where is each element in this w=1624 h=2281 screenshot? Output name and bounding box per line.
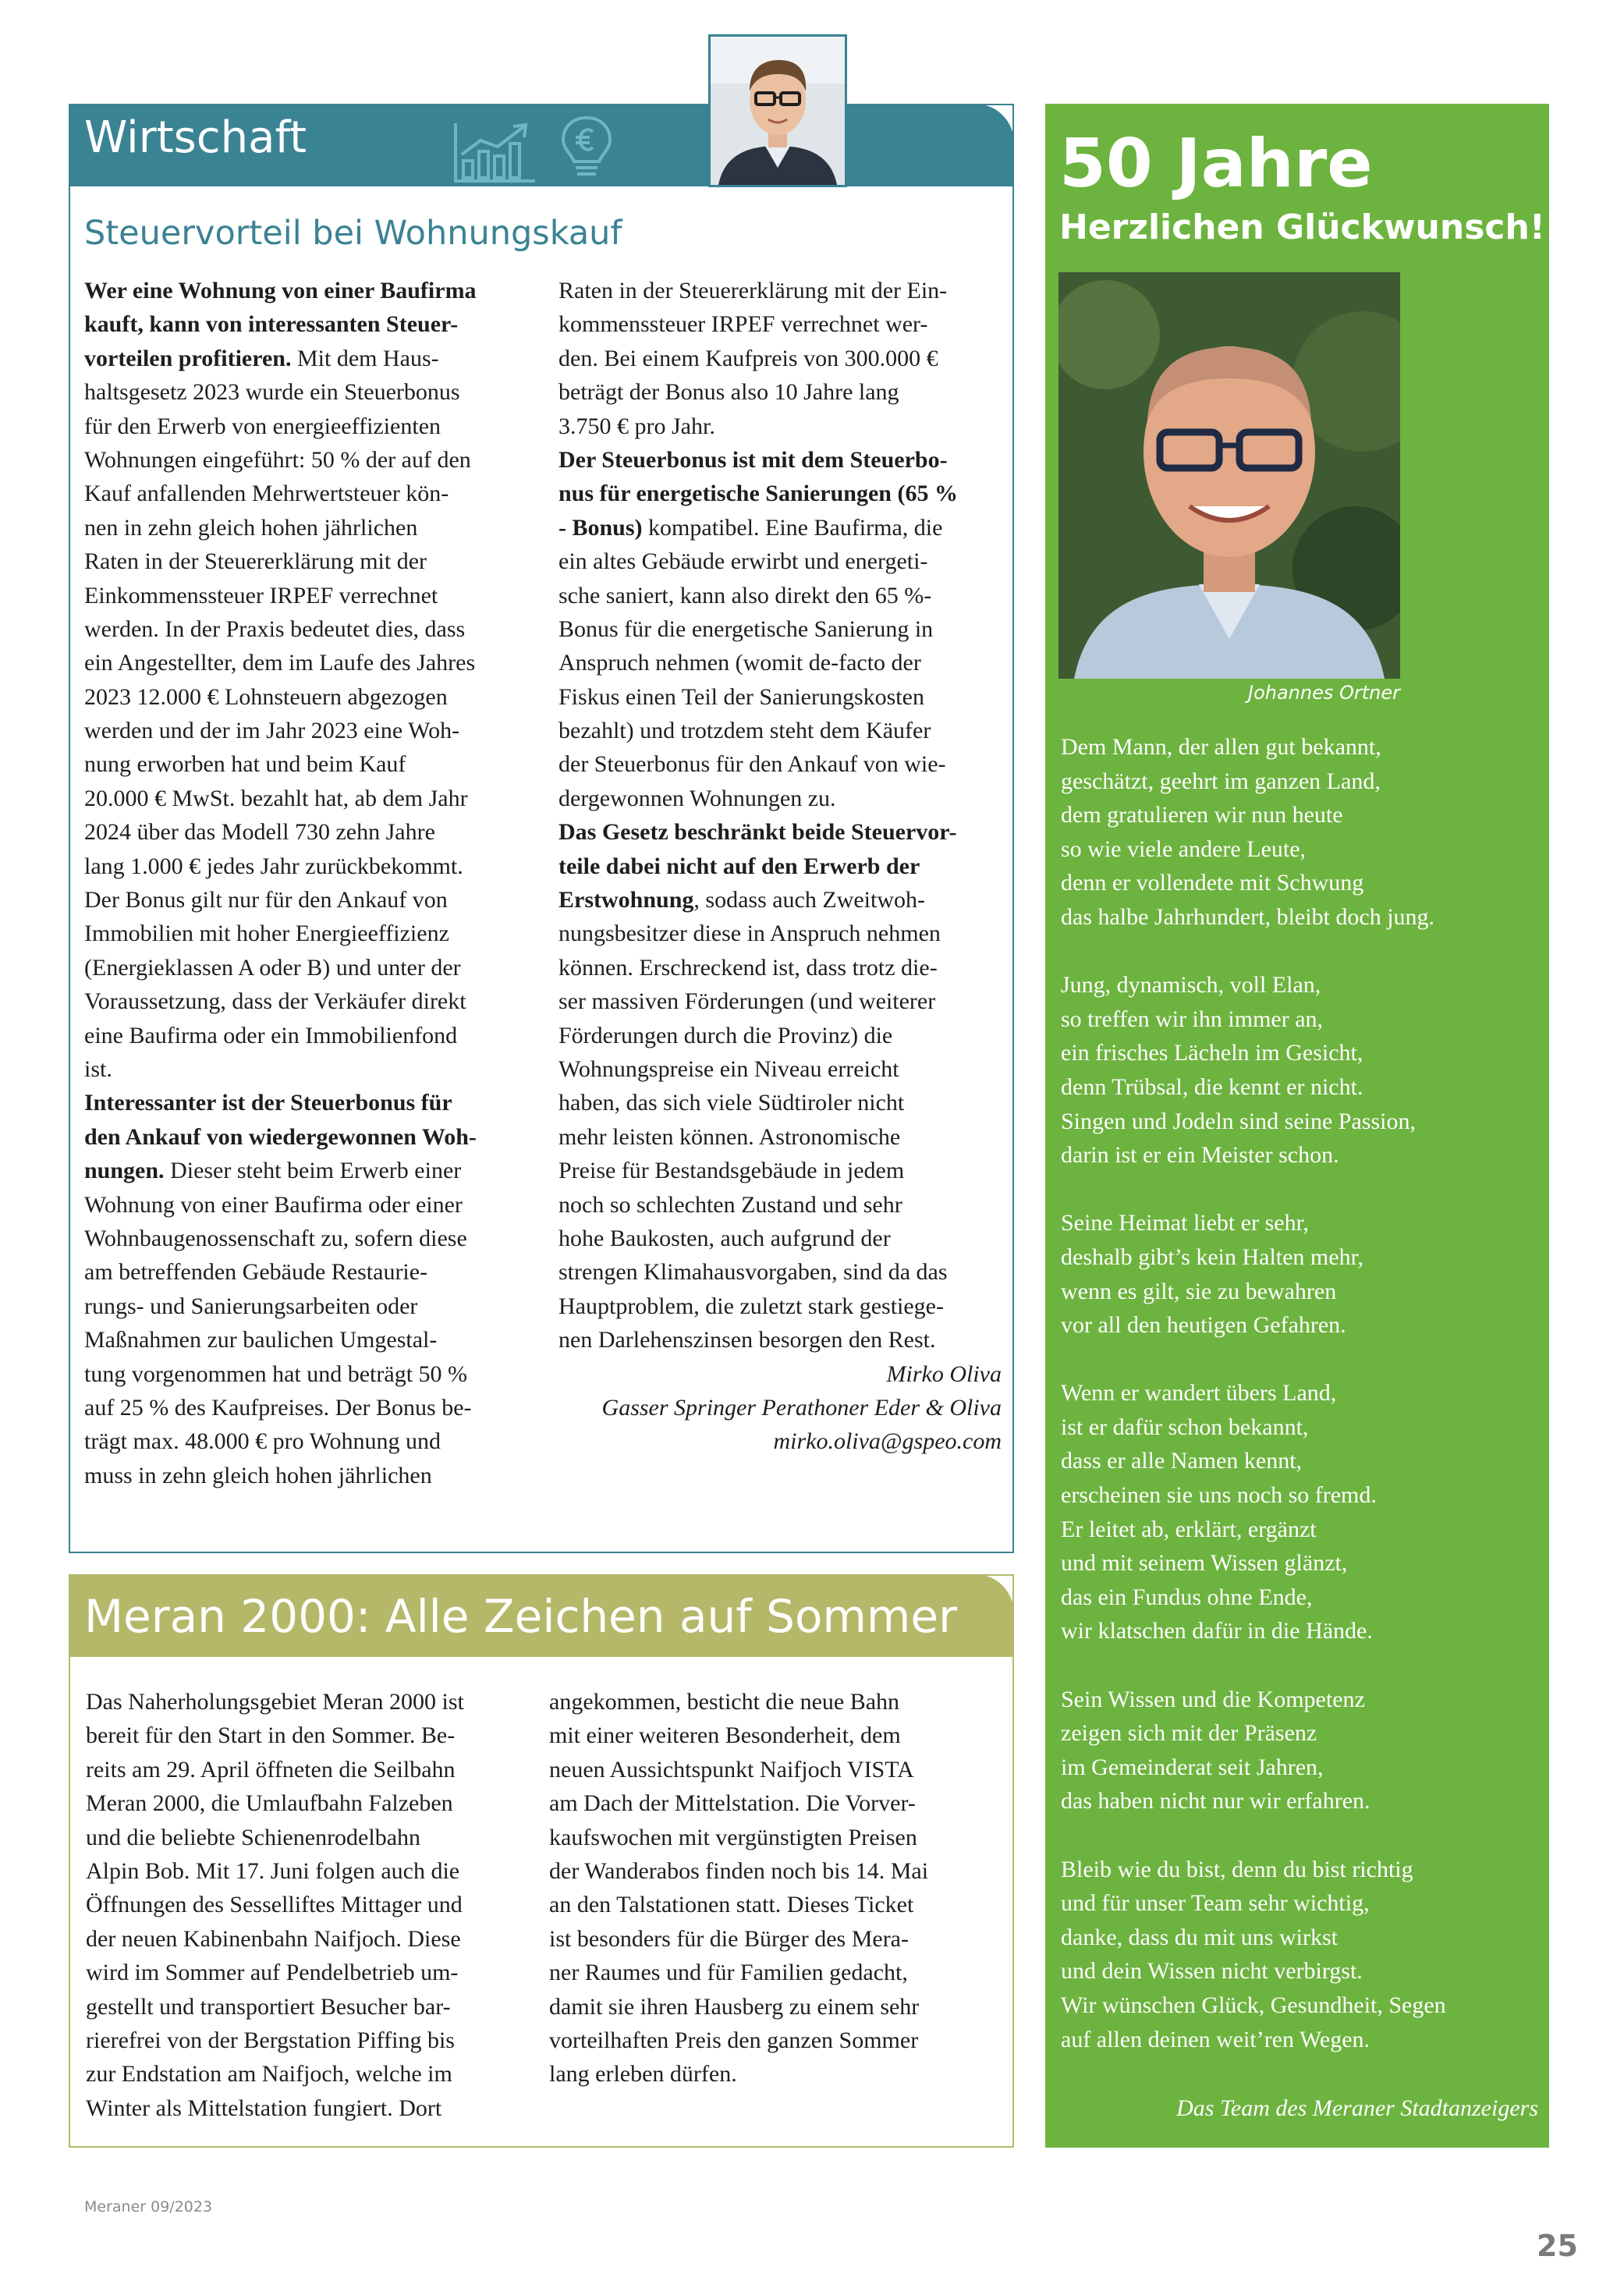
- text-run: ein altes Gebäude erwirbt und energeti-: [558, 548, 928, 575]
- text-run: am betreffenden Gebäude Restaurie-: [84, 1259, 428, 1286]
- text-line: damit sie ihren Hausberg zu einem sehr: [549, 1993, 920, 2020]
- text-run: ein Angestellter, dem im Laufe des Jahres: [84, 650, 476, 676]
- bold-text-run: Wer eine Wohnung von einer Baufirma: [84, 278, 477, 303]
- author-name: Mirko Oliva: [886, 1360, 1002, 1387]
- poem-line: Singen und Jodeln sind seine Passion,: [1061, 1108, 1416, 1134]
- text-run: Wohnbaugenossenschaft zu, sofern diese: [84, 1225, 467, 1251]
- text-line: [84, 782, 477, 815]
- text-run: hohe Baukosten, auch aufgrund der: [558, 1225, 891, 1251]
- text-line: lang erleben dürfen.: [549, 2061, 737, 2088]
- author-firm: Gasser Springer Perathoner Eder & Oliva: [601, 1394, 1002, 1421]
- text-run: trägt max. 48.000 € pro Wohnung und: [84, 1428, 441, 1455]
- poem-line: Er leitet ab, erklärt, ergänzt: [1061, 1516, 1317, 1542]
- text-line: kaufswochen mit vergünstigten Preisen: [549, 1824, 917, 1850]
- text-line: [558, 1222, 1002, 1255]
- photo-caption: Johannes Ortner: [1247, 682, 1400, 704]
- bold-text-run: - Bonus): [558, 514, 643, 541]
- anniversary-title: 50 Jahre: [1059, 125, 1373, 203]
- text-line: neuen Aussichtspunkt Naifjoch VISTA: [549, 1756, 914, 1783]
- bold-text-run: Interessanter ist der Steuerbonus für: [84, 1090, 452, 1116]
- text-run: nungsbesitzer diese in Anspruch nehmen: [558, 921, 941, 947]
- poem-line: und für unser Team sehr wichtig,: [1061, 1890, 1370, 1917]
- text-line: [84, 1052, 477, 1086]
- text-line: [558, 1188, 1002, 1222]
- text-line: [84, 1323, 477, 1357]
- issue-label: Meraner 09/2023: [84, 2198, 213, 2215]
- poem-line: dass er alle Namen kennt,: [1061, 1448, 1303, 1474]
- poem-line: danke, dass du mit uns wirkst: [1061, 1924, 1338, 1950]
- poem-line: wenn es gilt, sie zu bewahren: [1061, 1278, 1337, 1304]
- text-run: kommenssteuer IRPEF verrechnet wer-: [558, 311, 928, 338]
- text-run: Bonus für die energetische Sanierung in: [558, 615, 934, 642]
- text-run: Förderungen durch die Provinz) die: [558, 1022, 893, 1048]
- text-run: lang 1.000 € jedes Jahr zurückbekommt.: [84, 853, 463, 879]
- bold-text-run: den Ankauf von wiedergewonnen Woh-: [84, 1123, 477, 1150]
- text-line: rierefrei von der Bergstation Piffing bis: [86, 2027, 455, 2053]
- text-line: [84, 410, 477, 443]
- article-headline: Steuervorteil bei Wohnungskauf: [84, 214, 622, 253]
- text-run: 2024 über das Modell 730 zehn Jahre: [84, 819, 435, 846]
- stanza-gap: [1061, 1648, 1446, 1683]
- text-line: [558, 1289, 1002, 1323]
- text-line: [558, 342, 1002, 375]
- poem-line: erscheinen sie uns noch so fremd.: [1061, 1482, 1377, 1509]
- text-line: [558, 782, 1002, 815]
- text-line: [84, 1357, 477, 1391]
- text-run: Raten in der Steuererklärung mit der: [84, 548, 427, 575]
- text-line: [84, 1391, 477, 1424]
- text-line: und die beliebte Schienenrodelbahn: [86, 1824, 421, 1850]
- poem-line: das haben nicht nur wir erfahren.: [1061, 1788, 1370, 1815]
- article-column-2: [558, 274, 1002, 1459]
- poem-line: darin ist er ein Meister schon.: [1061, 1142, 1339, 1169]
- text-line: [84, 274, 477, 307]
- text-run: Wohnungen eingeführt: 50 % der auf den: [84, 446, 471, 473]
- text-line: [84, 1459, 477, 1492]
- poem-line: wir klatschen dafür in die Hände.: [1061, 1618, 1373, 1644]
- text-line: [84, 883, 477, 917]
- text-line: [84, 815, 477, 849]
- bold-text-run: Das Gesetz beschränkt beide Steuervor-: [558, 819, 957, 846]
- text-line: [558, 1086, 1002, 1119]
- text-line: am Dach der Mittelstation. Die Vorver-: [549, 1790, 916, 1817]
- text-line: [558, 545, 1002, 578]
- text-run: Kauf anfallenden Mehrwertsteuer kön-: [84, 481, 449, 507]
- text-run: haltsgesetz 2023 wurde ein Steuerbonus: [84, 379, 460, 406]
- text-run: Hauptproblem, die zuletzt stark gestiege-: [558, 1293, 944, 1319]
- text-line: [558, 375, 1002, 409]
- text-line: [558, 410, 1002, 443]
- text-line: [558, 917, 1002, 950]
- text-line: [558, 1052, 1002, 1086]
- text-run: haben, das sich viele Südtiroler nicht: [558, 1090, 905, 1116]
- poem-line: geschätzt, geehrt im ganzen Land,: [1061, 768, 1381, 794]
- text-line: bereit für den Start in den Sommer. Be-: [86, 1722, 456, 1749]
- poem-line: Wir wünschen Glück, Gesundheit, Segen: [1061, 1992, 1446, 2018]
- text-run: sche saniert, kann also direkt den 65 %-: [558, 582, 932, 608]
- poem-line: so treffen wir ihn immer an,: [1061, 1006, 1324, 1032]
- text-run: 20.000 € MwSt. bezahlt hat, ab dem Jahr: [84, 785, 468, 811]
- text-run: Raten in der Steuererklärung mit der Ein-: [558, 278, 948, 303]
- section-title: Wirtschaft: [84, 112, 307, 163]
- text-line: [558, 1120, 1002, 1154]
- text-line: [558, 511, 1002, 545]
- text-run: Der Bonus gilt nur für den Ankauf von: [84, 887, 448, 913]
- text-line: [558, 579, 1002, 612]
- text-run: muss in zehn gleich hohen jährlichen: [84, 1462, 432, 1488]
- text-line: [558, 747, 1002, 781]
- text-line: [84, 951, 477, 984]
- text-run: , sodass auch Zweitwoh-: [693, 887, 926, 913]
- text-line: [558, 612, 1002, 646]
- text-line: [558, 1154, 1002, 1187]
- text-line: gestellt und transportiert Besucher bar-: [86, 1993, 451, 2020]
- text-run: nen Darlehenszinsen besorgen den Rest.: [558, 1327, 936, 1353]
- text-line: [84, 443, 477, 477]
- text-line: [84, 984, 477, 1018]
- text-line: [558, 815, 1002, 849]
- lightbulb-euro-icon: [557, 113, 616, 183]
- anniversary-subtitle: Herzlichen Glückwunsch!: [1059, 208, 1545, 247]
- text-line: [558, 951, 1002, 984]
- bold-text-run: vorteilen profitieren.: [84, 345, 292, 371]
- text-run: auf 25 % des Kaufpreises. Der Bonus be-: [84, 1394, 472, 1421]
- text-line: [84, 646, 477, 679]
- text-line: [84, 375, 477, 409]
- text-run: beträgt der Bonus also 10 Jahre lang: [558, 379, 899, 406]
- bold-text-run: Erstwohnung: [558, 887, 694, 913]
- text-run: für den Erwerb von energieeffizienten: [84, 413, 441, 439]
- text-line: mit einer weiteren Besonderheit, dem: [549, 1722, 901, 1749]
- text-run: mehr leisten können. Astronomische: [558, 1123, 901, 1150]
- text-line: [558, 307, 1002, 341]
- bold-text-run: nus für energetische Sanierungen (65 %: [558, 481, 958, 507]
- text-line: [558, 1323, 1002, 1357]
- text-run: Wohnung von einer Baufirma oder einer: [84, 1191, 463, 1218]
- text-run: den. Bei einem Kaufpreis von 300.000 €: [558, 345, 938, 371]
- text-line: [84, 1120, 477, 1154]
- text-run: dergewonnen Wohnungen zu.: [558, 785, 836, 811]
- poem-line: Jung, dynamisch, voll Elan,: [1061, 972, 1321, 999]
- text-run: Mit dem Haus-: [291, 345, 439, 371]
- stanza-gap: [1061, 1818, 1446, 1853]
- text-line: angekommen, besticht die neue Bahn: [549, 1689, 900, 1715]
- text-run: Voraussetzung, dass der Verkäufer direkt: [84, 988, 466, 1015]
- text-run: kompatibel. Eine Baufirma, die: [642, 514, 943, 541]
- text-run: der Steuerbonus für den Ankauf von wie-: [558, 751, 946, 778]
- text-line: [84, 477, 477, 510]
- author-email: mirko.oliva@gspeo.com: [773, 1428, 1002, 1455]
- text-line: vorteilhaften Preis den ganzen Sommer: [549, 2027, 919, 2053]
- bold-text-run: Der Steuerbonus ist mit dem Steuerbo-: [558, 446, 948, 473]
- text-line: [558, 1255, 1002, 1289]
- text-line: [558, 680, 1002, 714]
- text-run: Maßnahmen zur baulichen Umgestal-: [84, 1327, 438, 1353]
- text-run: bezahlt) und trotzdem steht dem Käufer: [558, 718, 931, 744]
- text-line: reits am 29. April öffneten die Seilbahn: [86, 1756, 456, 1783]
- text-line: [84, 511, 477, 545]
- poem-line: zeigen sich mit der Präsenz: [1061, 1720, 1317, 1747]
- stanza-gap: [1061, 1172, 1446, 1207]
- stanza-gap: [1061, 1343, 1446, 1377]
- text-run: können. Erschreckend ist, dass trotz die-: [558, 954, 938, 981]
- text-run: eine Baufirma oder ein Immobilienfond: [84, 1022, 458, 1048]
- text-line: Meran 2000, die Umlaufbahn Falzeben: [86, 1790, 453, 1817]
- text-line: [558, 850, 1002, 883]
- text-run: werden und der im Jahr 2023 eine Woh-: [84, 718, 460, 744]
- poem-line: denn er vollendete mit Schwung: [1061, 870, 1364, 896]
- bold-text-run: nungen.: [84, 1158, 165, 1184]
- text-line: [84, 1289, 477, 1323]
- text-line: [558, 984, 1002, 1018]
- text-line: [84, 1154, 477, 1187]
- stanza-gap: [1061, 935, 1446, 969]
- meran-headline: Meran 2000: Alle Zeichen auf Sommer: [84, 1590, 957, 1643]
- text-line: Alpin Bob. Mit 17. Juni folgen auch die: [86, 1857, 460, 1884]
- text-line: [84, 850, 477, 883]
- text-run: nen in zehn gleich hohen jährlichen: [84, 514, 418, 541]
- text-line: [84, 342, 477, 375]
- poem-line: denn Trübsal, die kennt er nicht.: [1061, 1073, 1363, 1100]
- author-portrait: [708, 34, 847, 187]
- text-line: [84, 1222, 477, 1255]
- poem-signature: Das Team des Meraner Stadtanzeigers: [1176, 2095, 1538, 2121]
- poem-line: Sein Wissen und die Kompetenz: [1061, 1686, 1365, 1712]
- text-line: Winter als Mittelstation fungiert. Dort: [86, 2095, 442, 2121]
- meran-column-1: [86, 1685, 464, 2125]
- text-line: [558, 646, 1002, 679]
- poem-line: dem gratulieren wir nun heute: [1061, 802, 1343, 828]
- text-run: 3.750 € pro Jahr.: [558, 413, 715, 439]
- poem-line: im Gemeinderat seit Jahren,: [1061, 1754, 1324, 1780]
- text-line: [558, 714, 1002, 747]
- honoree-portrait: [1058, 272, 1400, 679]
- bold-text-run: kauft, kann von interessanten Steuer-: [84, 311, 459, 338]
- text-run: ser massiven Förderungen (und weiterer: [558, 988, 936, 1015]
- text-line: Öffnungen des Sesselliftes Mittager und: [86, 1892, 463, 1918]
- text-line: [558, 1019, 1002, 1052]
- text-line: [558, 443, 1002, 477]
- text-line: [84, 747, 477, 781]
- text-line: [84, 1424, 477, 1458]
- text-run: Preise für Bestandsgebäude in jedem: [558, 1158, 905, 1184]
- poem-line: Dem Mann, der allen gut bekannt,: [1061, 734, 1381, 760]
- meran-column-2: [549, 1685, 928, 2091]
- text-line: [84, 612, 477, 646]
- text-line: an den Talstationen statt. Dieses Ticket: [549, 1892, 914, 1918]
- bar-chart-icon: [452, 120, 538, 184]
- anniversary-poem: [1061, 730, 1446, 2056]
- poem-line: Bleib wie du bist, denn du bist richtig: [1061, 1856, 1413, 1882]
- text-line: [84, 545, 477, 578]
- poem-line: und mit seinem Wissen glänzt,: [1061, 1550, 1348, 1577]
- text-run: 2023 12.000 € Lohnsteuern abgezogen: [84, 683, 448, 710]
- text-run: werden. In der Praxis bedeutet dies, dass: [84, 615, 466, 642]
- text-line: ist besonders für die Bürger des Mera-: [549, 1925, 909, 1952]
- poem-line: das halbe Jahrhundert, bleibt doch jung.: [1061, 903, 1435, 930]
- poem-line: Seine Heimat liebt er sehr,: [1061, 1210, 1309, 1236]
- text-run: Dieser steht beim Erwerb einer: [164, 1158, 462, 1184]
- text-run: Fiskus einen Teil der Sanierungskosten: [558, 683, 924, 710]
- text-line: [84, 1019, 477, 1052]
- text-line: [84, 1188, 477, 1222]
- text-run: Wohnungspreise ein Niveau erreicht: [558, 1055, 899, 1082]
- text-line: [84, 917, 477, 950]
- text-run: ist.: [84, 1055, 112, 1082]
- text-run: Immobilien mit hoher Energieeffizienz: [84, 921, 449, 947]
- poem-line: vor all den heutigen Gefahren.: [1061, 1312, 1346, 1339]
- text-line: [558, 477, 1002, 510]
- text-line: ner Raumes und für Familien gedacht,: [549, 1960, 908, 1986]
- bold-text-run: teile dabei nicht auf den Erwerb der: [558, 853, 920, 879]
- poem-line: ist er dafür schon bekannt,: [1061, 1414, 1309, 1440]
- text-run: noch so schlechten Zustand und sehr: [558, 1191, 902, 1218]
- text-run: strengen Klimahausvorgaben, sind da das: [558, 1259, 948, 1286]
- article-column-1: [84, 274, 477, 1492]
- text-run: nung erworben hat und beim Kauf: [84, 751, 406, 778]
- text-line: der Wanderabos finden noch bis 14. Mai: [549, 1857, 929, 1884]
- poem-line: auf allen deinen weit’ren Wegen.: [1061, 2026, 1370, 2052]
- text-line: wird im Sommer auf Pendelbetrieb um-: [86, 1960, 459, 1986]
- text-run: Anspruch nehmen (womit de-facto der: [558, 650, 921, 676]
- text-line: [84, 307, 477, 341]
- text-line: zur Endstation am Naifjoch, welche im: [86, 2061, 452, 2088]
- text-line: [84, 1086, 477, 1119]
- text-line: [84, 714, 477, 747]
- text-run: tung vorgenommen hat und beträgt 50 %: [84, 1360, 468, 1387]
- text-line: [84, 680, 477, 714]
- text-run: rungs- und Sanierungsarbeiten oder: [84, 1293, 418, 1319]
- text-run: Einkommenssteuer IRPEF verrechnet: [84, 582, 438, 608]
- poem-line: Wenn er wandert übers Land,: [1061, 1380, 1337, 1407]
- text-line: [558, 274, 1002, 307]
- text-line: Das Naherholungsgebiet Meran 2000 ist: [86, 1689, 464, 1715]
- poem-line: das ein Fundus ohne Ende,: [1061, 1584, 1313, 1610]
- poem-line: und dein Wissen nicht verbirgst.: [1061, 1958, 1363, 1985]
- text-line: [84, 1255, 477, 1289]
- text-line: [558, 883, 1002, 917]
- poem-line: ein frisches Lächeln im Gesicht,: [1061, 1040, 1363, 1066]
- poem-line: deshalb gibt’s kein Halten mehr,: [1061, 1243, 1363, 1270]
- text-line: der neuen Kabinenbahn Naifjoch. Diese: [86, 1925, 461, 1952]
- text-run: (Energieklassen A oder B) und unter der: [84, 954, 461, 981]
- text-line: [84, 579, 477, 612]
- poem-line: so wie viele andere Leute,: [1061, 835, 1307, 862]
- page-number: 25: [1537, 2229, 1578, 2263]
